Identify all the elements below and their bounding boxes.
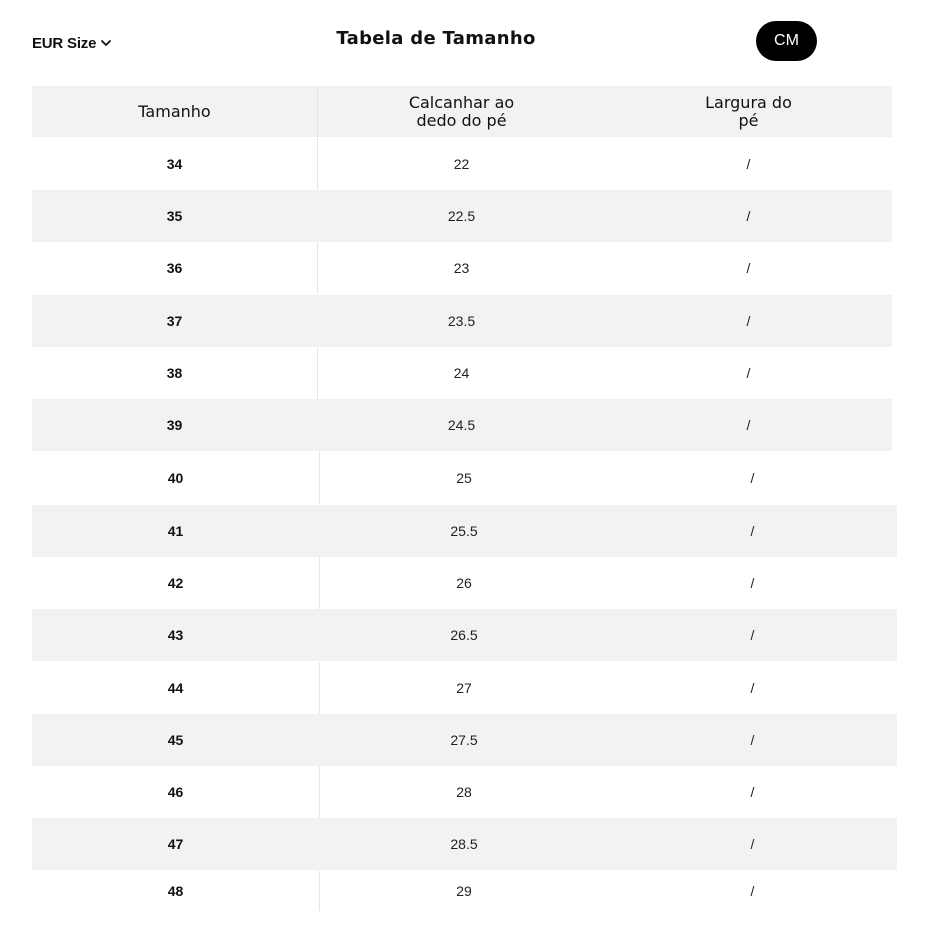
cell-size: 48: [32, 871, 320, 911]
table-row: [32, 347, 892, 399]
cell-foot-width: /: [746, 260, 751, 276]
cell-foot-width: /: [750, 732, 755, 748]
cell-foot-width: /: [750, 627, 755, 643]
table-row: [32, 295, 892, 347]
cell-size: 38: [32, 347, 318, 399]
table-row: [32, 138, 892, 190]
cell-foot-width: /: [750, 836, 755, 852]
cell-size: 34: [32, 138, 318, 190]
cell-size: 43: [167, 627, 184, 643]
cell-heel-to-toe: 24.5: [447, 417, 476, 433]
table-header: [32, 86, 892, 137]
page-title: Tabela de Tamanho: [336, 28, 536, 49]
cell-heel-to-toe: 24: [453, 365, 470, 381]
cell-size: 41: [167, 523, 184, 539]
cell-size: 35: [166, 208, 183, 224]
header-size: Tamanho: [32, 86, 318, 137]
table-row: [32, 242, 892, 294]
cell-foot-width: /: [746, 156, 751, 172]
cell-heel-to-toe: 25.5: [450, 523, 478, 539]
cell-foot-width: /: [750, 575, 755, 591]
cell-size: 45: [167, 732, 184, 748]
cell-foot-width: /: [750, 523, 755, 539]
cell-heel-to-toe: 23.5: [447, 313, 476, 329]
cell-size: 37: [166, 313, 183, 329]
table-row: [32, 714, 897, 766]
cell-heel-to-toe: 26.5: [450, 627, 478, 643]
cell-heel-to-toe: 27.5: [450, 732, 478, 748]
cell-size: 42: [32, 557, 320, 609]
cell-heel-to-toe: 22: [453, 156, 470, 172]
cell-foot-width: /: [746, 417, 751, 433]
table-row: [32, 452, 897, 504]
cell-heel-to-toe: 26: [456, 575, 472, 591]
cell-foot-width: /: [750, 883, 755, 899]
cell-heel-to-toe: 28.5: [450, 836, 478, 852]
cell-heel-to-toe: 23: [453, 260, 470, 276]
cell-foot-width: /: [750, 470, 755, 486]
cell-heel-to-toe: 29: [456, 883, 472, 899]
table-row: [32, 818, 897, 870]
table-row: [32, 505, 897, 557]
cell-size: 44: [32, 662, 320, 714]
table-row: [32, 190, 892, 242]
cell-heel-to-toe: 28: [456, 784, 472, 800]
header-foot-width: Largura do pé: [705, 92, 792, 130]
unit-toggle-button[interactable]: CM: [756, 21, 817, 61]
table-row: [32, 871, 897, 911]
table-row: [32, 609, 897, 661]
cell-heel-to-toe: 25: [456, 470, 472, 486]
size-system-label: EUR Size: [32, 34, 97, 52]
table-row: [32, 766, 897, 818]
cell-foot-width: /: [746, 365, 751, 381]
cell-foot-width: /: [746, 208, 751, 224]
cell-heel-to-toe: 22.5: [447, 208, 476, 224]
cell-size: 47: [167, 836, 184, 852]
cell-size: 36: [32, 242, 318, 294]
cell-heel-to-toe: 27: [456, 680, 472, 696]
cell-foot-width: /: [750, 680, 755, 696]
table-row: [32, 557, 897, 609]
cell-size: 46: [32, 766, 320, 818]
cell-foot-width: /: [746, 313, 751, 329]
header-heel-to-toe: Calcanhar ao dedo do pé: [408, 92, 515, 130]
cell-size: 39: [166, 417, 183, 433]
cell-size: 40: [32, 452, 320, 504]
table-row: [32, 662, 897, 714]
cell-foot-width: /: [750, 784, 755, 800]
table-row: [32, 399, 892, 451]
